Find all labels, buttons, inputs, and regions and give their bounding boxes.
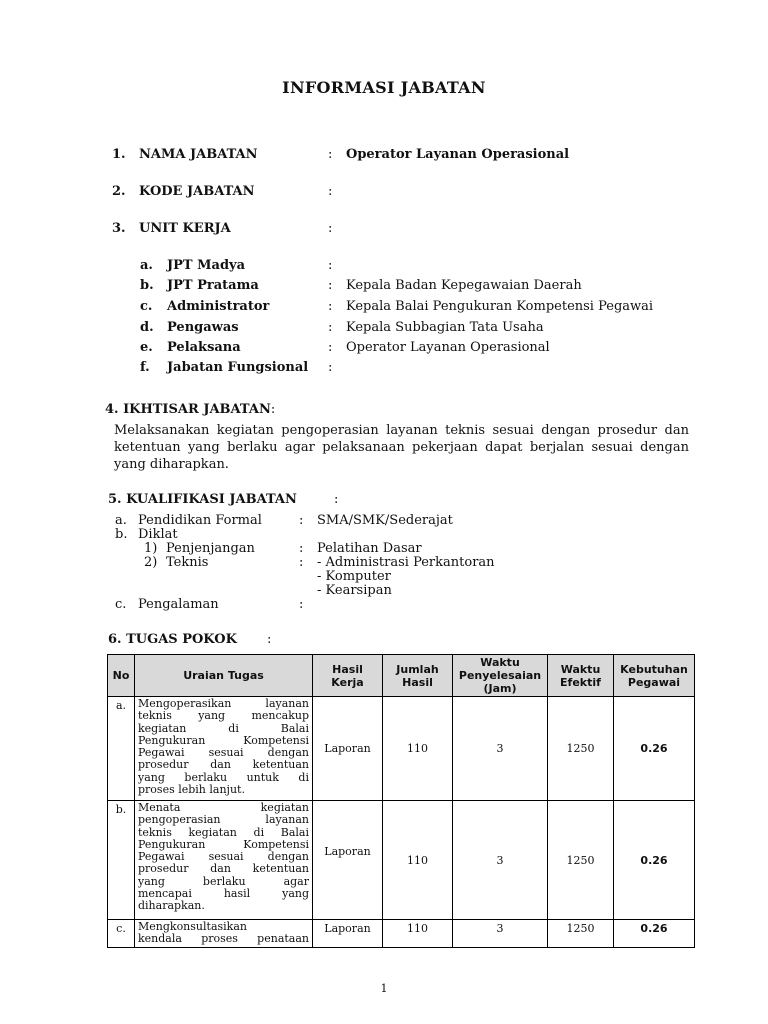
uraian-line: mencapai hasil yang <box>138 887 309 901</box>
unit-item-value: Operator Layanan Operasional <box>346 340 550 355</box>
header-line: Waktu <box>480 656 520 669</box>
unit-item-label: JPT Pratama <box>167 278 259 293</box>
row-kebutuhan: 0.26 <box>614 801 695 920</box>
ikhtisar-line: ketentuan yang berlaku agar pelaksanaan pekerjaan dapat berjalan sesuai dengan <box>114 440 689 455</box>
pengalaman-letter: c. <box>115 597 127 612</box>
uraian-line: teknis yang mencakup <box>138 709 309 723</box>
unit-item-colon: : <box>328 299 333 314</box>
table-row <box>108 697 695 801</box>
header-line: Efektif <box>560 675 601 689</box>
ikhtisar-paragraph <box>114 422 689 473</box>
diklat-letter: b. <box>115 527 128 542</box>
tugas-pokok-heading: 6. TUGAS POKOK <box>108 632 237 647</box>
row-waktu-efektif: 1250 <box>548 920 614 948</box>
table-row <box>108 920 695 948</box>
row-waktu-efektif: 1250 <box>548 801 614 920</box>
page-number: 1 <box>380 982 388 995</box>
nama-jabatan-value: Operator Layanan Operasional <box>346 147 570 162</box>
row-no: a. <box>108 697 135 801</box>
row-hasil: Laporan <box>313 801 383 920</box>
header-waktu-penyelesaian <box>453 655 548 697</box>
unit-item-colon: : <box>328 320 333 335</box>
header-jumlah <box>383 655 453 697</box>
section-3-number: 3. <box>112 221 126 236</box>
row-waktu-penyelesaian: 3 <box>453 920 548 948</box>
unit-item-letter: b. <box>140 278 154 293</box>
section-1-number: 1. <box>112 147 126 162</box>
tugas-pokok-table <box>107 654 695 948</box>
pengalaman-colon: : <box>299 597 304 612</box>
pendidikan-label: Pendidikan Formal <box>138 513 262 528</box>
teknis-item: - Komputer <box>317 569 391 584</box>
uraian-line: pengoperasian layanan <box>138 813 309 827</box>
header-line: Kerja <box>331 675 364 689</box>
unit-item-colon: : <box>328 258 333 273</box>
row-no: c. <box>108 920 135 948</box>
pengalaman-label: Pengalaman <box>138 597 219 612</box>
pendidikan-value: SMA/SMK/Sederajat <box>317 513 453 528</box>
header-waktu-efektif <box>548 655 614 697</box>
page-title: INFORMASI JABATAN <box>282 78 486 97</box>
uraian-line: Pengukuran Kompetensi <box>138 733 309 747</box>
unit-item-colon: : <box>328 360 333 375</box>
unit-kerja-label: UNIT KERJA <box>139 221 231 236</box>
pendidikan-colon: : <box>299 513 304 528</box>
header-line: (Jam) <box>483 682 517 695</box>
row-waktu-penyelesaian: 3 <box>453 801 548 920</box>
unit-kerja-colon: : <box>328 221 333 236</box>
kualifikasi-colon: : <box>334 492 339 507</box>
unit-item-letter: a. <box>140 258 153 273</box>
header-kebutuhan <box>614 655 695 697</box>
uraian-line: prosedur dan ketentuan <box>138 758 309 772</box>
section-2-number: 2. <box>112 184 126 199</box>
kualifikasi-heading: 5. KUALIFIKASI JABATAN <box>108 492 297 507</box>
table-header-row <box>108 655 695 697</box>
row-jumlah: 110 <box>383 801 453 920</box>
unit-item-letter: d. <box>140 320 154 335</box>
unit-item-letter: c. <box>140 299 153 314</box>
nama-jabatan-label: NAMA JABATAN <box>139 147 258 162</box>
row-kebutuhan: 0.26 <box>614 920 695 948</box>
uraian-line: yang berlaku agar <box>138 874 309 888</box>
teknis-label: Teknis <box>166 555 209 570</box>
header-line: Hasil <box>402 675 433 689</box>
unit-item-colon: : <box>328 278 333 293</box>
uraian-line: Menata kegiatan <box>138 801 309 814</box>
uraian-line: Pegawai sesuai dengan <box>138 850 309 864</box>
row-jumlah: 110 <box>383 697 453 801</box>
teknis-item: - Administrasi Perkantoran <box>317 555 495 570</box>
unit-item-value: Kepala Badan Kepegawaian Daerah <box>346 278 582 293</box>
unit-item-value: Kepala Balai Pengukuran Kompetensi Pegawai <box>346 299 654 314</box>
header-hasil <box>313 655 383 697</box>
row-no: b. <box>108 801 135 920</box>
row-hasil: Laporan <box>313 920 383 948</box>
header-line: Waktu <box>560 662 601 676</box>
row-kebutuhan: 0.26 <box>614 697 695 801</box>
uraian-line: prosedur dan ketentuan <box>138 862 309 876</box>
ikhtisar-colon: : <box>270 402 276 417</box>
unit-item-label: Pelaksana <box>167 340 241 355</box>
nama-jabatan-colon: : <box>328 147 333 162</box>
uraian-line: kegiatan di Balai <box>138 721 309 735</box>
uraian-line: Mengoperasikan layanan <box>138 697 309 710</box>
tugas-pokok-colon: : <box>267 632 272 647</box>
header-line: Jumlah <box>396 662 439 676</box>
teknis-number: 2) <box>144 555 158 570</box>
unit-item-label: Jabatan Fungsional <box>167 360 309 375</box>
unit-item-value: Kepala Subbagian Tata Usaha <box>346 320 544 335</box>
ikhtisar-heading: 4. IKHTISAR JABATAN <box>105 402 271 417</box>
unit-item-label: JPT Madya <box>167 258 246 273</box>
teknis-item: - Kearsipan <box>317 583 392 598</box>
penjenjangan-number: 1) <box>144 541 158 556</box>
header-line: Penyelesaian <box>458 669 542 682</box>
penjenjangan-colon: : <box>299 541 304 556</box>
uraian-line: kendala proses penataan <box>138 932 309 946</box>
row-hasil: Laporan <box>313 697 383 801</box>
penjenjangan-value: Pelatihan Dasar <box>317 541 422 556</box>
header-line: Hasil <box>332 662 363 676</box>
uraian-line: Mengkonsultasikan <box>138 920 247 933</box>
row-uraian <box>135 697 313 801</box>
row-uraian <box>135 920 313 948</box>
kode-jabatan-label: KODE JABATAN <box>139 184 255 199</box>
kode-jabatan-colon: : <box>328 184 333 199</box>
unit-item-label: Administrator <box>167 299 270 314</box>
unit-item-label: Pengawas <box>167 320 239 335</box>
row-jumlah: 110 <box>383 920 453 948</box>
header-line: Kebutuhan <box>620 662 688 676</box>
uraian-line: Pegawai sesuai dengan <box>138 746 309 760</box>
ikhtisar-line: yang diharapkan. <box>114 457 229 472</box>
teknis-colon: : <box>299 555 304 570</box>
unit-item-colon: : <box>328 340 333 355</box>
ikhtisar-line: Melaksanakan kegiatan pengoperasian layanan teknis sesuai dengan prosedur dan <box>114 423 689 438</box>
diklat-label: Diklat <box>138 527 178 542</box>
uraian-line: teknis kegiatan di Balai <box>138 825 309 839</box>
row-uraian <box>135 801 313 920</box>
unit-item-letter: f. <box>140 360 150 375</box>
uraian-line: yang berlaku untuk di <box>138 770 309 784</box>
row-waktu-penyelesaian: 3 <box>453 697 548 801</box>
row-waktu-efektif: 1250 <box>548 697 614 801</box>
header-line: Pegawai <box>627 675 681 689</box>
unit-item-letter: e. <box>140 340 153 355</box>
header-no: No <box>108 655 135 697</box>
uraian-line: Pengukuran Kompetensi <box>138 837 309 851</box>
header-uraian: Uraian Tugas <box>135 655 313 697</box>
table-row <box>108 801 695 920</box>
uraian-line: diharapkan. <box>138 899 205 913</box>
ikhtisar-heading-wrap <box>105 402 275 417</box>
uraian-line: proses lebih lanjut. <box>138 783 245 797</box>
penjenjangan-label: Penjenjangan <box>166 541 255 556</box>
pendidikan-letter: a. <box>115 513 127 528</box>
